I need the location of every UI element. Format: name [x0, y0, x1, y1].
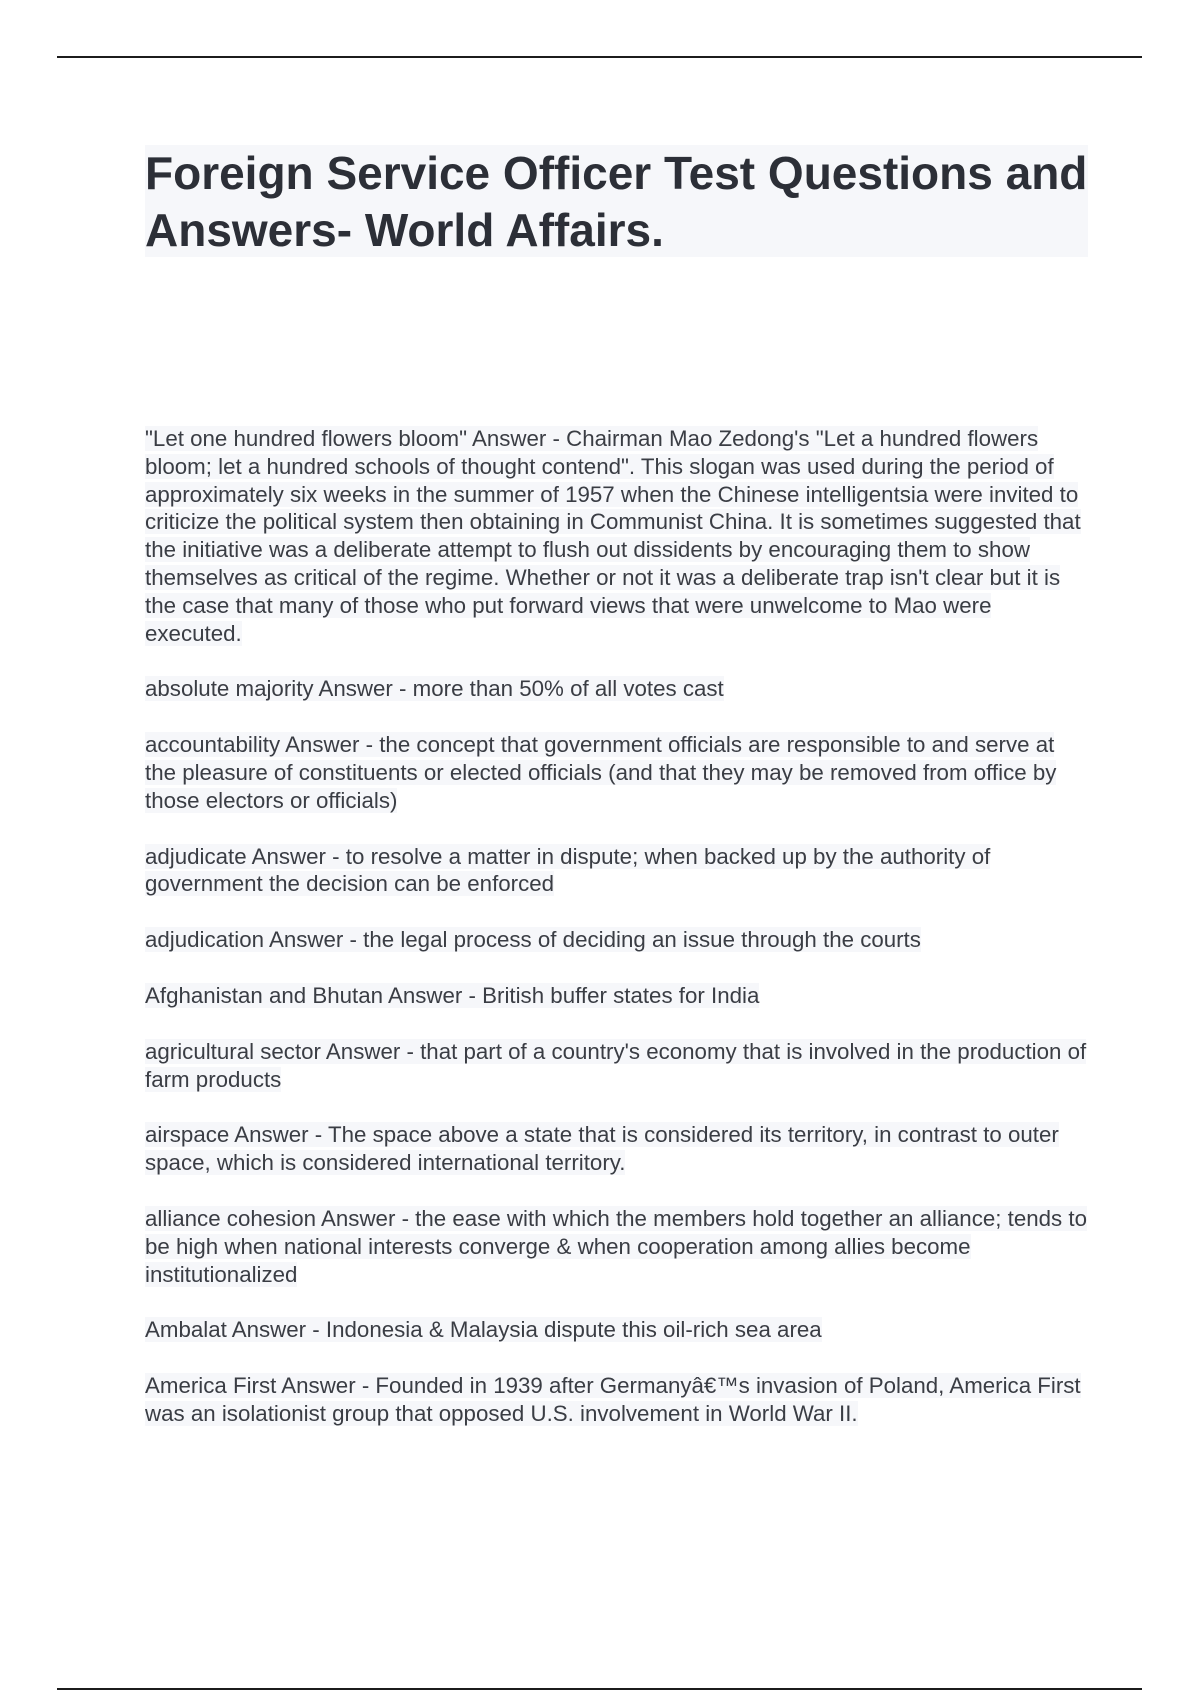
- qa-list: [145, 425, 1090, 1456]
- qa-entry-text: airspace Answer - The space above a state that is considered its territory, in contrast to outer space, which is considered international territory.: [145, 1122, 1059, 1176]
- qa-entry: [145, 1121, 1090, 1177]
- qa-entry-text: accountability Answer - the concept that government officials are responsible to and serve at the pleasure of constituents or elected officials (and that they may be removed from office by those electors or officials): [145, 732, 1057, 813]
- qa-entry: [145, 843, 1090, 899]
- qa-entry-text: America First Answer - Founded in 1939 after Germanyâ€™s invasion of Poland, America First was an isolationist group that opposed U.S. involvement in World War II.: [145, 1373, 1081, 1426]
- qa-entry: [145, 1316, 1090, 1344]
- qa-entry: [145, 731, 1090, 814]
- qa-entry: [145, 982, 1090, 1010]
- qa-entry-text: adjudication Answer - the legal process of deciding an issue through the courts: [145, 927, 921, 953]
- qa-entry-text: alliance cohesion Answer - the ease with which the members hold together an alliance; tends to be high when national interests converge & when cooperation among allies become institutionalized: [145, 1205, 1087, 1287]
- qa-entry-text: agricultural sector Answer - that part of a country's economy that is involved in the production of farm products: [145, 1038, 1087, 1092]
- title-block: [145, 145, 1088, 257]
- qa-entry-text: Ambalat Answer - Indonesia & Malaysia dispute this oil-rich sea area: [145, 1317, 822, 1343]
- qa-entry: [145, 675, 1090, 703]
- qa-entry: [145, 926, 1090, 954]
- bottom-rule: [57, 1688, 1142, 1690]
- qa-entry-text: "Let one hundred flowers bloom" Answer - Chairman Mao Zedong's "Let a hundred flowers bloom; let a hundred schools of thought contend". This slogan was used during the period of approximately six weeks in the summer of 1957 when the Chinese intelligentsia were invited to criticize the political system then obtaining in Communist China. It is sometimes suggested that the initiative was a deliberate attempt to flush out dissidents by encouraging them to show themselves as critical of the regime. Whether or not it was a deliberate trap isn't clear but it is the case that many of those who put forward views that were unwelcome to Mao were executed.: [145, 426, 1081, 646]
- top-rule: [57, 56, 1142, 58]
- qa-entry: [145, 425, 1090, 647]
- page-title: Foreign Service Officer Test Questions and Answers- World Affairs.: [145, 147, 1088, 256]
- qa-entry-text: absolute majority Answer - more than 50% of all votes cast: [145, 676, 724, 702]
- qa-entry: [145, 1372, 1090, 1428]
- qa-entry-text: Afghanistan and Bhutan Answer - British buffer states for India: [145, 982, 760, 1008]
- qa-entry: [145, 1205, 1090, 1288]
- qa-entry: [145, 1038, 1090, 1094]
- qa-entry-text: adjudicate Answer - to resolve a matter in dispute; when backed up by the authority of government the decision can be enforced: [145, 843, 991, 897]
